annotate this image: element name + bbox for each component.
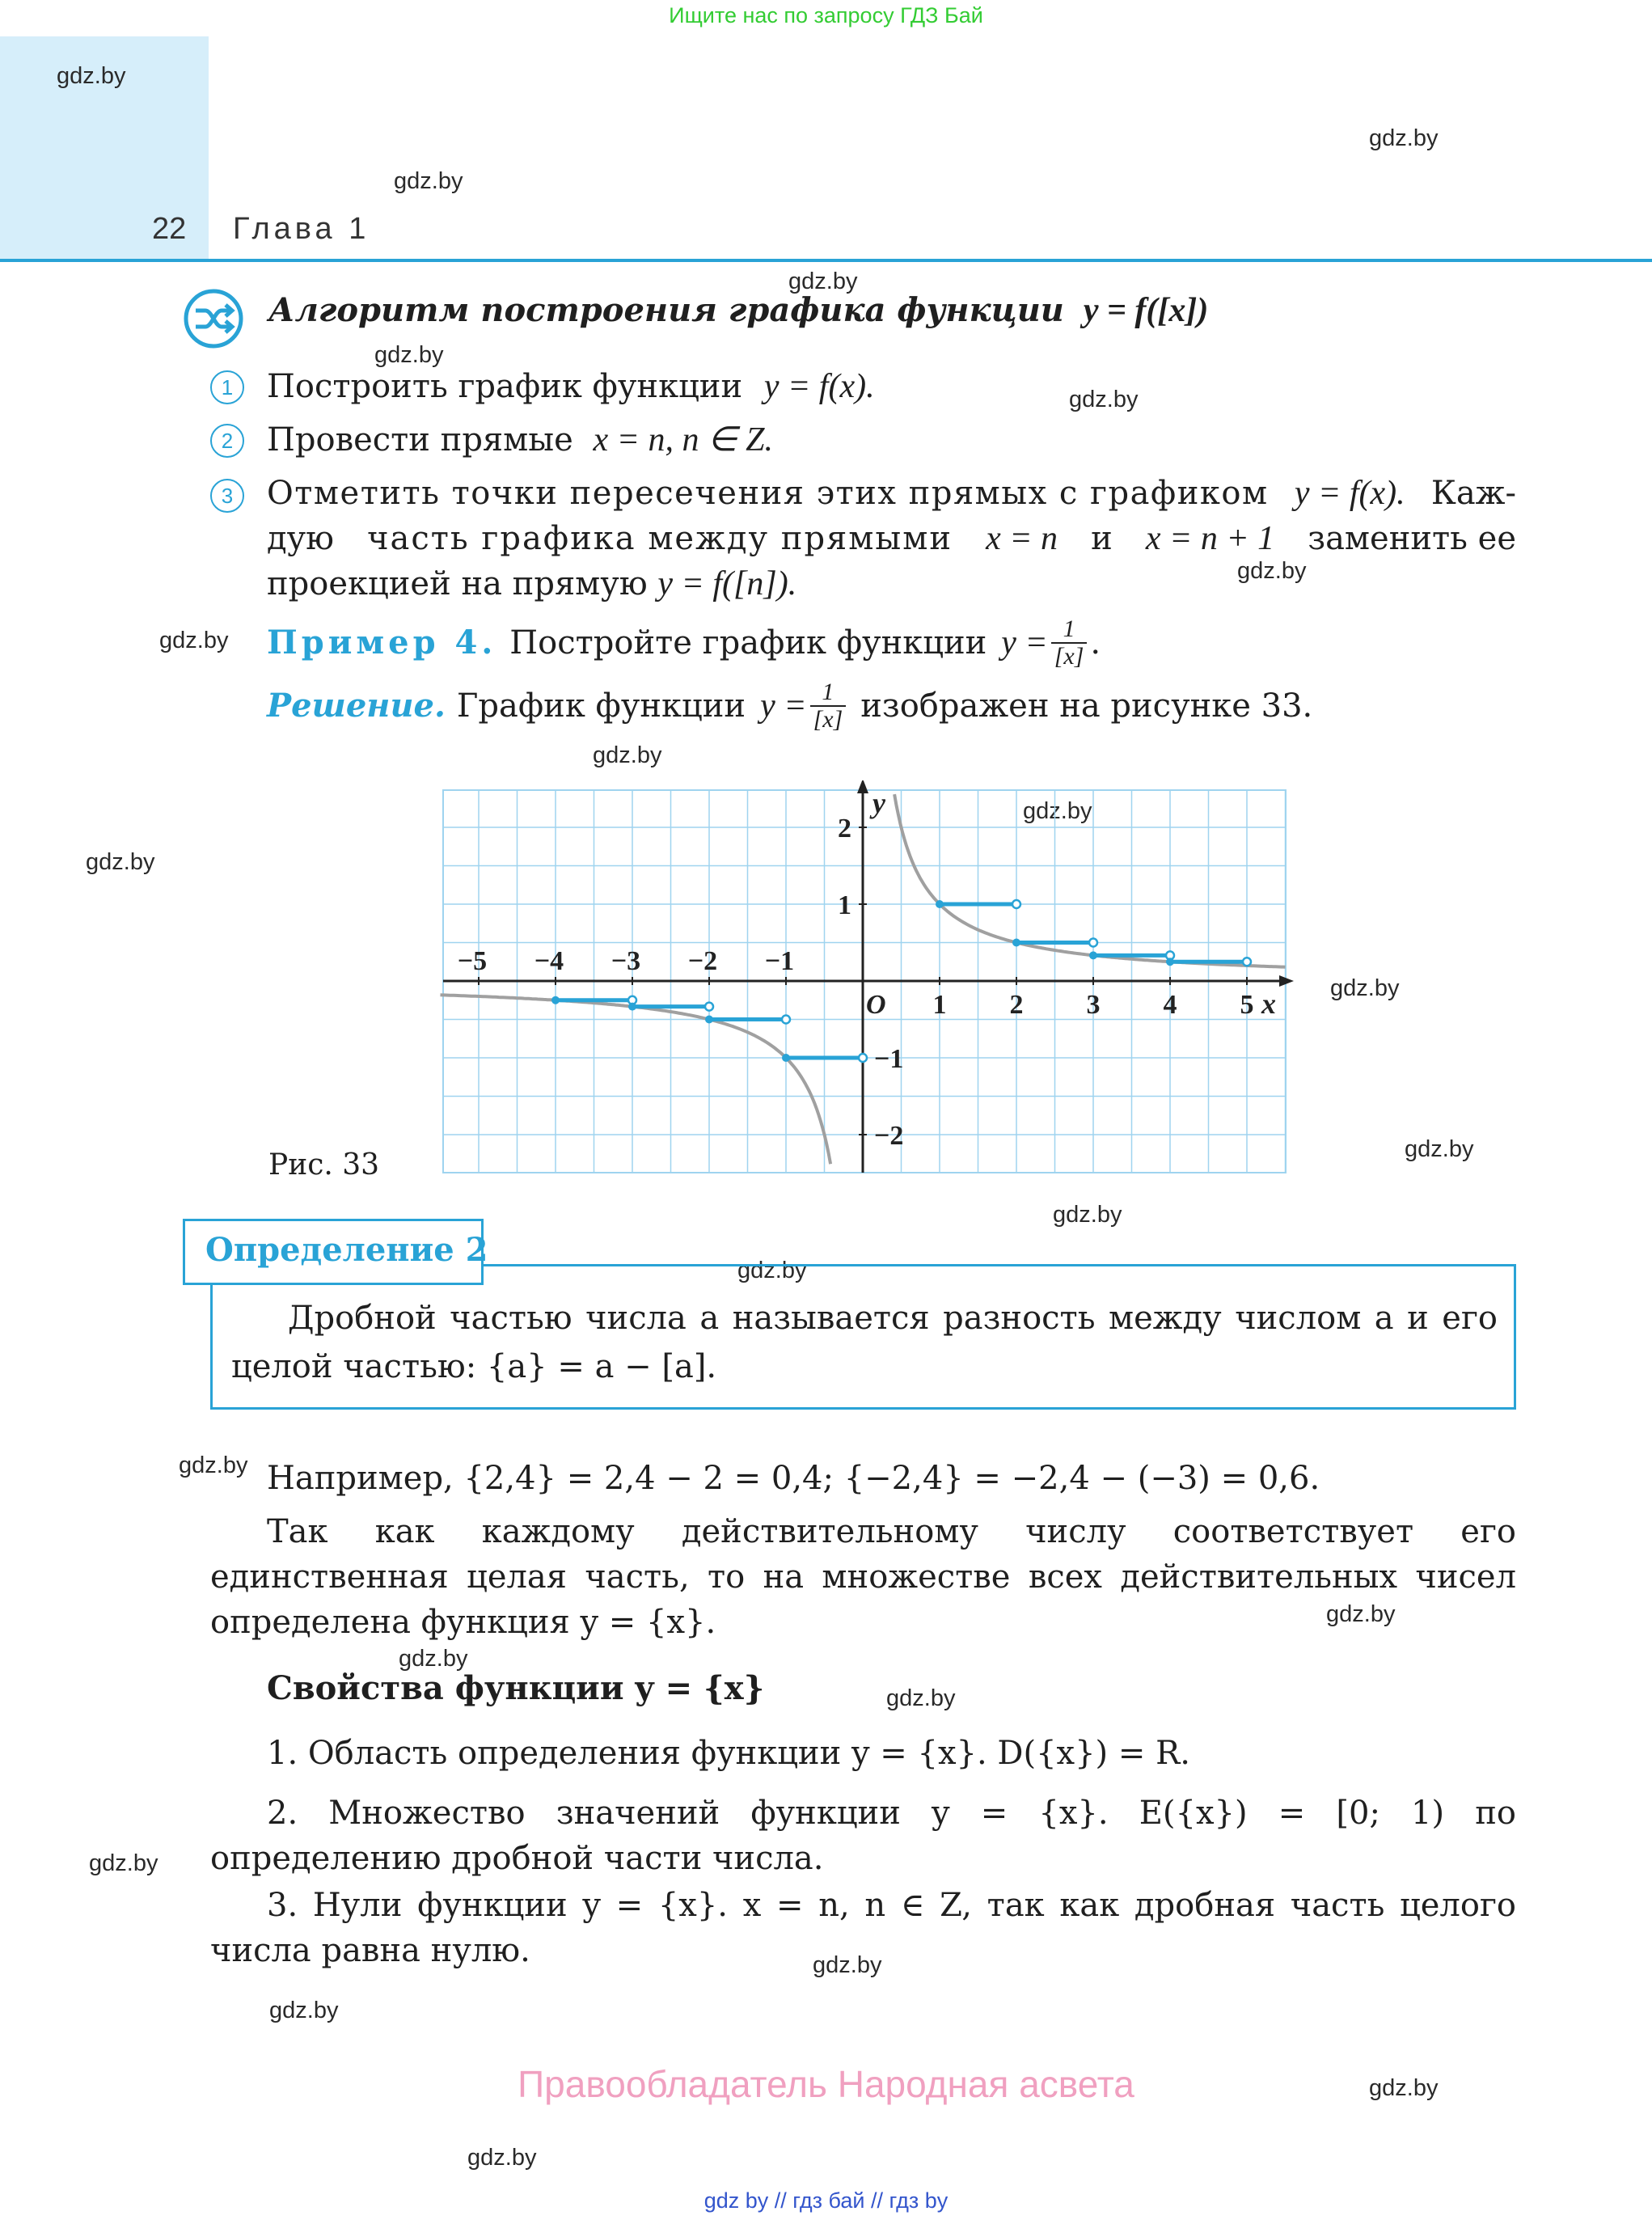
- x-tick-label: −5: [457, 946, 488, 976]
- watermark: gdz.by: [1023, 798, 1092, 824]
- solution-line: [267, 679, 1312, 732]
- step-1-label: Построить график функции: [267, 368, 743, 405]
- step-1-formula: y = f(x).: [763, 368, 875, 405]
- definition-label: Определение 2: [205, 1231, 488, 1269]
- chart-svg: [437, 780, 1294, 1185]
- main-paragraph: Так как каждому действительному числу соответствует его единственная целая часть, то на множестве всех действительных чисел определена функция y = {x}.: [210, 1513, 1516, 1641]
- watermark: gdz.by: [57, 63, 126, 89]
- step-2-text: [267, 417, 773, 463]
- y-tick-label: 1: [838, 890, 851, 920]
- example-line: [267, 616, 1101, 669]
- step-number-1: 1: [210, 370, 244, 404]
- x-tick-label: 3: [1086, 990, 1101, 1020]
- top-banner[interactable]: Ищите нас по запросу ГДЗ Бай: [669, 3, 983, 27]
- solution-frac-num: 1: [810, 679, 847, 707]
- step-closed-point: [782, 1054, 790, 1062]
- x-tick-label: 1: [932, 990, 947, 1020]
- solution-lhs: y =: [760, 687, 807, 725]
- step-open-point: [1089, 939, 1097, 947]
- property-2: 2. Множество значений функции y = {x}. E({x}) = [0; 1) по определению дробной части числа.: [210, 1795, 1516, 1877]
- example-label: Пример 4.: [267, 623, 497, 662]
- solution-after: изображен на рисунке 33.: [860, 687, 1313, 725]
- definition-text: Дробной частью числа a называется разность между числом a и его целой частью: {a} = a − [a].: [231, 1300, 1498, 1385]
- watermark: gdz.by: [1326, 1601, 1396, 1627]
- step-1-text: [267, 364, 875, 409]
- step-closed-point: [705, 1016, 713, 1024]
- solution-frac-den: [x]: [813, 705, 843, 733]
- watermark: gdz.by: [269, 1998, 339, 2023]
- step-3-and: и: [1091, 520, 1113, 557]
- watermark: gdz.by: [593, 742, 662, 768]
- watermark: gdz.by: [86, 849, 155, 875]
- step-closed-point: [628, 1003, 636, 1011]
- watermark: gdz.by: [159, 628, 229, 653]
- property-1: 1. Область определения функции y = {x}. D({x}) = R.: [267, 1735, 1190, 1772]
- y-tick-label: −1: [874, 1044, 904, 1074]
- y-tick-label: 2: [838, 814, 851, 844]
- step-number-3: 3: [210, 479, 244, 513]
- step-3-wrap-a: Каж-: [1430, 475, 1516, 512]
- watermark: gdz.by: [1237, 558, 1307, 584]
- example-lhs: y =: [1001, 624, 1048, 662]
- shuffle-icon: [183, 288, 244, 349]
- watermark: gdz.by: [374, 342, 444, 368]
- property-3: 3. Нули функции y = {x}. x = n, n ∈ Z, так как дробная часть целого числа равна нулю.: [210, 1887, 1516, 1969]
- watermark: gdz.by: [89, 1850, 158, 1876]
- properties-title: Свойства функции y = {x}: [267, 1669, 765, 1707]
- step-open-point: [705, 1003, 713, 1011]
- watermark: gdz.by: [886, 1685, 956, 1711]
- example-end: .: [1090, 624, 1101, 662]
- origin-label: O: [866, 990, 886, 1020]
- step-3-formula: y = f(x).: [1294, 475, 1405, 512]
- step-open-point: [1012, 900, 1020, 908]
- x-tick-label: −3: [611, 946, 641, 976]
- y-axis-label: y: [872, 787, 885, 819]
- step-3-formula3: x = n + 1: [1145, 520, 1275, 557]
- step-3-line2: часть графика между прямыми: [367, 520, 953, 557]
- watermark: gdz.by: [467, 2145, 537, 2171]
- step-open-point: [1243, 958, 1251, 966]
- watermark: gdz.by: [788, 268, 858, 294]
- step-3-line1: Отметить точки пересечения этих прямых с графиком: [267, 475, 1269, 512]
- watermark: gdz.by: [1405, 1136, 1474, 1162]
- y-tick-label: −2: [874, 1121, 904, 1151]
- step-3-line2b: заменить ее: [1308, 520, 1516, 557]
- example-fraction: [1051, 616, 1088, 669]
- watermark: gdz.by: [179, 1452, 248, 1478]
- solution-label: Решение.: [267, 686, 446, 725]
- step-closed-point: [1012, 939, 1020, 947]
- watermark: gdz.by: [1330, 975, 1400, 1001]
- watermark: gdz.by: [737, 1258, 807, 1283]
- example-frac-num: 1: [1051, 616, 1088, 644]
- example-text: Постройте график функции: [509, 624, 987, 662]
- example-frac-den: [x]: [1054, 642, 1084, 670]
- chapter-title: Глава 1: [233, 212, 370, 246]
- watermark: gdz.by: [1069, 387, 1139, 412]
- watermark: gdz.by: [1053, 1202, 1122, 1228]
- algorithm-title-formula: y = f([x]): [1083, 292, 1209, 329]
- x-tick-label: 4: [1163, 990, 1177, 1020]
- example-fractional: Например, {2,4} = 2,4 − 2 = 0,4; {−2,4} = −2,4 − (−3) = 0,6.: [267, 1460, 1320, 1497]
- x-axis-label: x: [1261, 987, 1276, 1020]
- step-3-text: [267, 471, 1516, 607]
- step-open-point: [859, 1054, 867, 1062]
- step-3-line3: проекцией на прямую: [267, 565, 648, 603]
- watermark: gdz.by: [1369, 125, 1439, 151]
- x-tick-label: −2: [687, 946, 718, 976]
- step-closed-point: [936, 900, 944, 908]
- watermark: gdz.by: [813, 1952, 882, 1978]
- step-number-2: 2: [210, 424, 244, 458]
- solution-text: График функции: [456, 687, 746, 725]
- x-tick-label: 5: [1240, 990, 1254, 1020]
- figure-caption: Рис. 33: [268, 1148, 380, 1182]
- algorithm-title-text: Алгоритм построения графика функции: [268, 291, 1064, 329]
- x-tick-label: −4: [534, 946, 564, 976]
- footer-links[interactable]: gdz by // гдз бай // гдз by: [703, 2188, 949, 2213]
- watermark: gdz.by: [394, 168, 463, 194]
- header-rule: [0, 259, 1652, 262]
- step-3-formula2: x = n: [986, 520, 1058, 557]
- step-2-label: Провести прямые: [267, 421, 573, 459]
- figure-33: [437, 780, 1294, 1185]
- step-closed-point: [1166, 958, 1174, 966]
- algorithm-title: [268, 291, 1208, 330]
- watermark: gdz.by: [1369, 2075, 1439, 2101]
- watermark: gdz.by: [399, 1646, 468, 1672]
- solution-fraction: [810, 679, 847, 732]
- step-3-wrap-b: дую: [267, 520, 334, 557]
- step-closed-point: [551, 996, 560, 1004]
- y-axis-arrow: [857, 780, 868, 793]
- x-tick-label: −1: [764, 946, 795, 976]
- step-2-formula: x = n, n ∈ Z.: [593, 421, 773, 459]
- step-3-formula4: y = f([n]).: [657, 565, 797, 603]
- step-open-point: [782, 1016, 790, 1024]
- page-number: 22: [152, 212, 187, 246]
- step-closed-point: [1089, 951, 1097, 959]
- x-tick-label: 2: [1009, 990, 1024, 1020]
- copyright: Правообладатель Народная асвета: [518, 2063, 1134, 2105]
